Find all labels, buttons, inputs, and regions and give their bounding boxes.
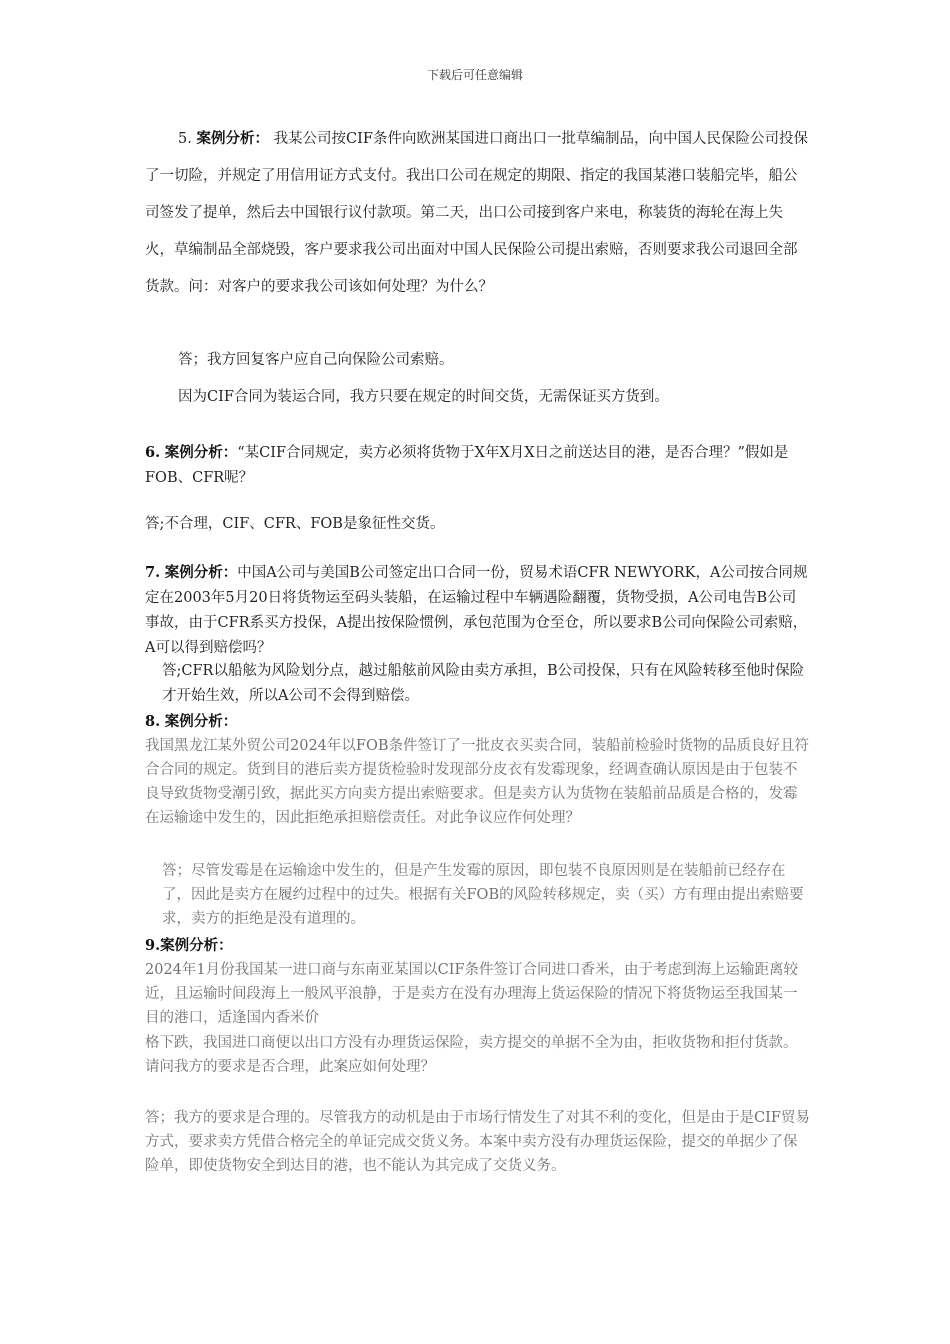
case7-text: 中国A公司与美国B公司签定出口合同一份，贸易术语CFR NEWYORK，A公司按合同规定在2003年5月20日将货物运至码头装船，在运输过程中车辆遇险翻覆，货物受损，A公司电告B公司事故，由于CFR系买方投保，A提出按保险惯例，承包范围为仓至仓，所以要求B公司向保险公司索赔，A可以得到赔偿吗？ xyxy=(145,565,808,656)
case6-question xyxy=(145,440,810,491)
case6-label: 案例分析： xyxy=(164,444,238,461)
case5-answer-2: 因为CIF合同为装运合同，我方只要在规定的时间交货，无需保证买方货到。 xyxy=(178,389,669,405)
case6-answer: 答;不合理，CIF、CFR、FOB是象征性交货。 xyxy=(145,516,445,532)
case6-number: 6. xyxy=(145,444,161,461)
case7-number: 7. xyxy=(145,564,161,581)
case9-label: 案例分析： xyxy=(160,937,233,954)
case5-question xyxy=(145,120,810,306)
page-header: 下载后可任意编辑 xyxy=(426,68,523,82)
case9-heading xyxy=(145,934,810,958)
case5-number: 5. xyxy=(178,131,192,147)
case9-text-1: 2024年1月份我国某一进口商与东南亚某国以CIF条件签订合同进口香米，由于考虑到海上运输距离较近，且运输时间段海上一般风平浪静，于是卖方在没有办理海上货运保险的情况下将货物运至我国某一目的港口，适逢国内香米价 xyxy=(145,962,799,1026)
case7-answer: 答;CFR以船舷为风险划分点，越过船舷前风险由卖方承担，B公司投保，只有在风险转移至他时保险才开始生效，所以A公司不会得到赔偿。 xyxy=(162,663,805,704)
case5-label: 案例分析： xyxy=(196,130,269,147)
case9-text-2: 格下跌，我国进口商便以出口方没有办理货运保险，卖方提交的单据不全为由，拒收货物和拒付货款。请问我方的要求是否合理，此案应如何处理？ xyxy=(145,1035,798,1075)
case5-text: 我某公司按CIF条件向欧洲某国进口商出口一批草编制品，向中国人民保险公司投保了一切险，并规定了用信用证方式支付。我出口公司在规定的期限、指定的我国某港口装船完毕，船公司签发了提单，然后去中国银行议付款项。第二天，出口公司接到客户来电，称装货的海轮在海上失火，草编制品全部烧毁，客户要求我公司出面对中国人民保险公司提出索赔，否则要求我公司退回全部货款。问：对客户的要求我公司该如何处理？为什么？ xyxy=(145,131,808,295)
case8-number: 8. xyxy=(145,713,161,730)
case7-label: 案例分析： xyxy=(164,564,238,581)
case8-text: 我国黑龙江某外贸公司2024年以FOB条件签订了一批皮衣买卖合同，装船前检验时货物的品质良好且符合合同的规定。货到目的港后卖方提货检验时发现部分皮衣有发霉现象，经调查确认原因是由于包装不良导致货物受潮引致，据此买方向卖方提出索赔要求。但是卖方认为货物在装船前品质是合格的，发霉在运输途中发生的，因此拒绝承担赔偿责任。对此争议应作何处理？ xyxy=(145,738,810,826)
case7-question xyxy=(145,560,810,661)
case8-answer: 答；尽管发霉是在运输途中发生的，但是产生发霉的原因，即包装不良原因则是在装船前已经存在了，因此是卖方在履约过程中的过失。根据有关FOB的风险转移规定，卖（买）方有理由提出索赔要求，卖方的拒绝是没有道理的。 xyxy=(162,863,804,927)
case9-number: 9. xyxy=(145,937,161,954)
case6-text: “某CIF合同规定，卖方必须将货物于X年X月X日之前送达目的港，是否合理？”假如是FOB、CFR呢？ xyxy=(145,445,789,486)
case5-answer-1: 答；我方回复客户应自己向保险公司索赔。 xyxy=(178,352,454,368)
case9-answer: 答；我方的要求是合理的。尽管我方的动机是由于市场行情发生了对其不利的变化，但是由于是CIF贸易方式，要求卖方凭借合格完全的单证完成交货义务。本案中卖方没有办理货运保险，提交的单据少了保险单，即使货物安全到达目的港，也不能认为其完成了交货义务。 xyxy=(145,1110,810,1174)
case8-label: 案例分析： xyxy=(164,713,238,730)
case8-heading xyxy=(145,710,810,734)
